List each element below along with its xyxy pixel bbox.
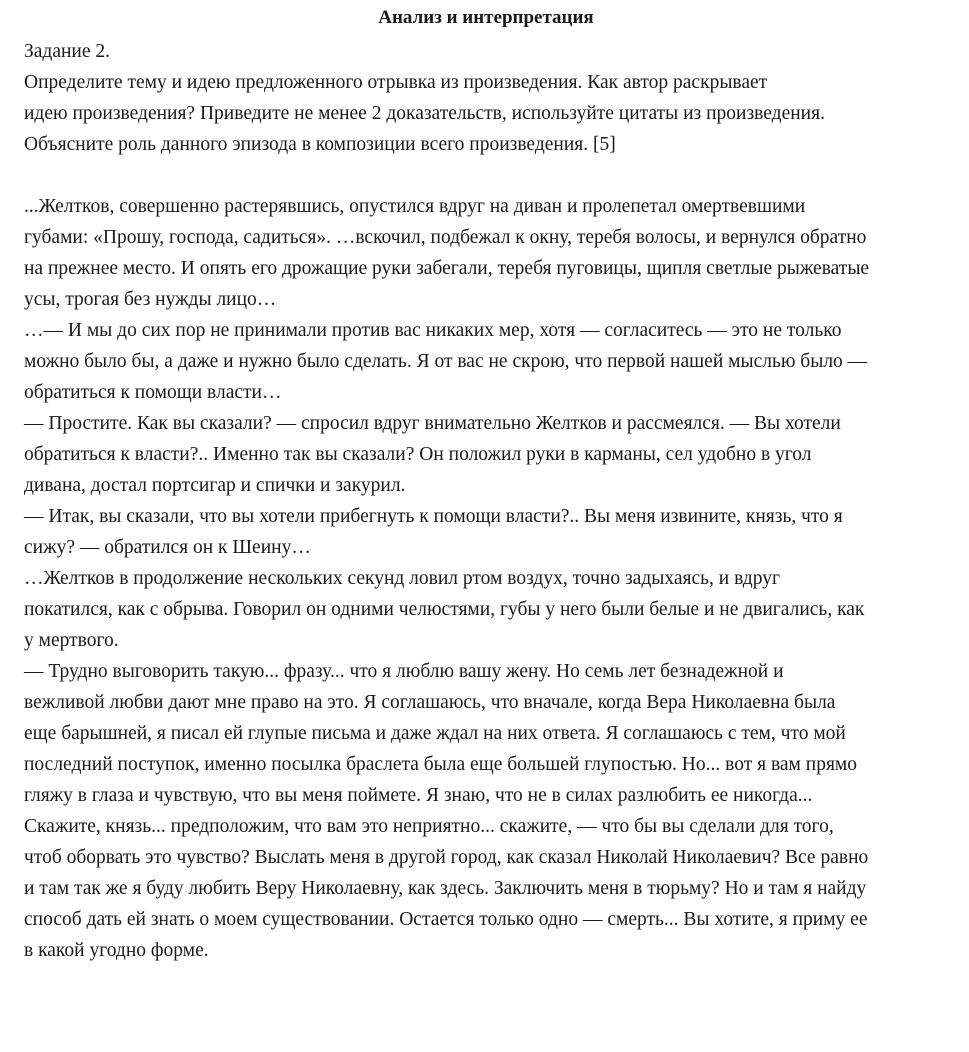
- excerpt-line: чтоб оборвать это чувство? Выслать меня в другой город, как сказал Николай Николаевич? Все равно: [24, 847, 869, 868]
- excerpt-line: еще барышней, я писал ей глупые письма и даже ждал на них ответа. Я соглашаюсь с тем, что мой: [24, 723, 846, 744]
- excerpt-line: можно было бы, а даже и нужно было сделать. Я от вас не скрою, что первой нашей мыслью было —: [24, 351, 868, 372]
- paragraph-gap: [24, 160, 948, 191]
- task-line: Объясните роль данного эпизода в композиции всего произведения. [5]: [24, 134, 616, 155]
- excerpt-line: — Простите. Как вы сказали? — спросил вдруг внимательно Желтков и рассмеялся. — Вы хотели: [24, 413, 841, 434]
- excerpt-line: обратиться к власти?.. Именно так вы сказали? Он положил руки в карманы, сел удобно в угол: [24, 444, 812, 465]
- excerpt-line: покатился, как с обрыва. Говорил он одними челюстями, губы у него были белые и не двигались, как: [24, 599, 865, 620]
- excerpt-line: — Трудно выговорить такую... фразу... что я люблю вашу жену. Но семь лет безнадежной и: [24, 661, 784, 682]
- task-label: Задание 2.: [24, 41, 111, 62]
- excerpt-line: и там так же я буду любить Веру Николаевну, как здесь. Заключить меня в тюрьму? Но и там я найду: [24, 878, 867, 899]
- excerpt-line: последний поступок, именно посылка браслета была еще большей глупостью. Но... вот я вам прямо: [24, 754, 858, 775]
- excerpt-line: обратиться к помощи власти…: [24, 382, 282, 403]
- excerpt-line: губами: «Прошу, господа, садиться». …вскочил, подбежал к окну, теребя волосы, и вернулся обратно: [24, 227, 867, 248]
- excerpt-line: сижу? — обратился он к Шеину…: [24, 537, 311, 558]
- excerpt-line: …Желтков в продолжение нескольких секунд ловил ртом воздух, точно задыхаясь, и вдруг: [24, 568, 780, 589]
- excerpt-block: [24, 191, 948, 966]
- task-line: Определите тему и идею предложенного отрывка из произведения. Как автор раскрывает: [24, 72, 768, 93]
- excerpt-line: способ дать ей знать о моем существовании. Остается только одно — смерть... Вы хотите, я приму ее: [24, 909, 868, 930]
- excerpt-line: у мертвого.: [24, 630, 119, 651]
- excerpt-line: Скажите, князь... предположим, что вам это неприятно... скажите, — что бы вы сделали для того,: [24, 816, 834, 837]
- excerpt-line: вежливой любви дают мне право на это. Я соглашаюсь, что вначале, когда Вера Николаевна была: [24, 692, 836, 713]
- document-page: [24, 6, 948, 966]
- excerpt-line: на прежнее место. И опять его дрожащие руки забегали, теребя пуговицы, щипля светлые рыжеватые: [24, 258, 870, 279]
- excerpt-line: — Итак, вы сказали, что вы хотели прибегнуть к помощи власти?.. Вы меня извините, князь, что я: [24, 506, 843, 527]
- task-line: идею произведения? Приведите не менее 2 доказательств, используйте цитаты из произведения.: [24, 103, 825, 124]
- task-block: [24, 36, 948, 160]
- document-title: Анализ и интерпретация: [378, 7, 594, 28]
- excerpt-line: …— И мы до сих пор не принимали против вас никаких мер, хотя — согласитесь — это не только: [24, 320, 842, 341]
- excerpt-line: усы, трогая без нужды лицо…: [24, 289, 277, 310]
- excerpt-line: ...Желтков, совершенно растерявшись, опустился вдруг на диван и пролепетал омертвевшими: [24, 196, 806, 217]
- excerpt-line: в какой угодно форме.: [24, 940, 209, 961]
- excerpt-line: дивана, достал портсигар и спички и закурил.: [24, 475, 406, 496]
- excerpt-line: гляжу в глаза и чувствую, что вы меня поймете. Я знаю, что не в силах разлюбить ее никогда...: [24, 785, 813, 806]
